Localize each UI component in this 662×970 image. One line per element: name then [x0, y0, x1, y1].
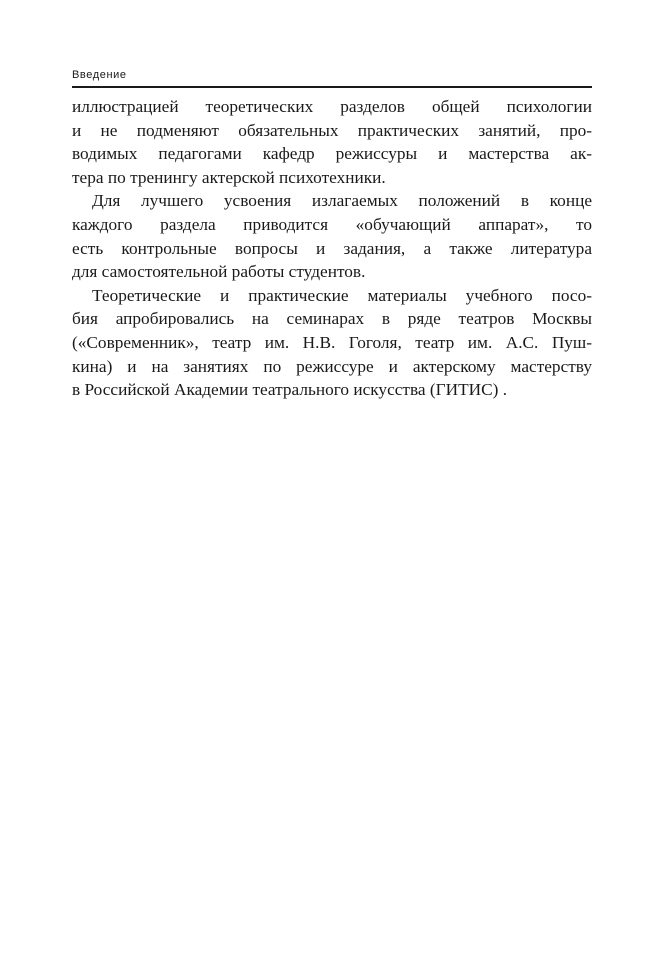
text-line: кина) и на занятиях по режиссуре и актерскому мастерству — [72, 356, 592, 376]
text-line: («Современник», театр им. Н.В. Гоголя, театр им. А.С. Пуш- — [72, 332, 592, 352]
text-line: Для лучшего усвоения излагаемых положений в конце — [92, 191, 592, 211]
text-line: тера по тренингу актерской психотехники. — [72, 167, 386, 187]
text-line: и не подменяют обязательных практических занятий, про- — [72, 120, 592, 140]
text-line: есть контрольные вопросы и задания, а также литература — [72, 238, 592, 258]
text-line: иллюстрацией теоретических разделов общей психологии — [72, 97, 592, 116]
body-text — [72, 95, 592, 402]
text-line: в Российской Академии театрального искусства (ГИТИС) . — [72, 380, 508, 400]
header-rule — [72, 86, 592, 88]
text-line: водимых педагогами кафедр режиссуры и мастерства ак- — [72, 144, 592, 164]
running-head: Введение — [72, 69, 127, 81]
text-line: для самостоятельной работы студентов. — [72, 262, 366, 282]
paragraph-3 — [72, 284, 592, 402]
text-line: бия апробировались на семинарах в ряде театров Москвы — [72, 309, 592, 329]
paragraph-1 — [72, 95, 592, 189]
text-line: Теоретические и практические материалы учебного посо- — [92, 285, 592, 305]
text-line: каждого раздела приводится «обучающий аппарат», то — [72, 214, 592, 234]
paragraph-2 — [72, 189, 592, 283]
